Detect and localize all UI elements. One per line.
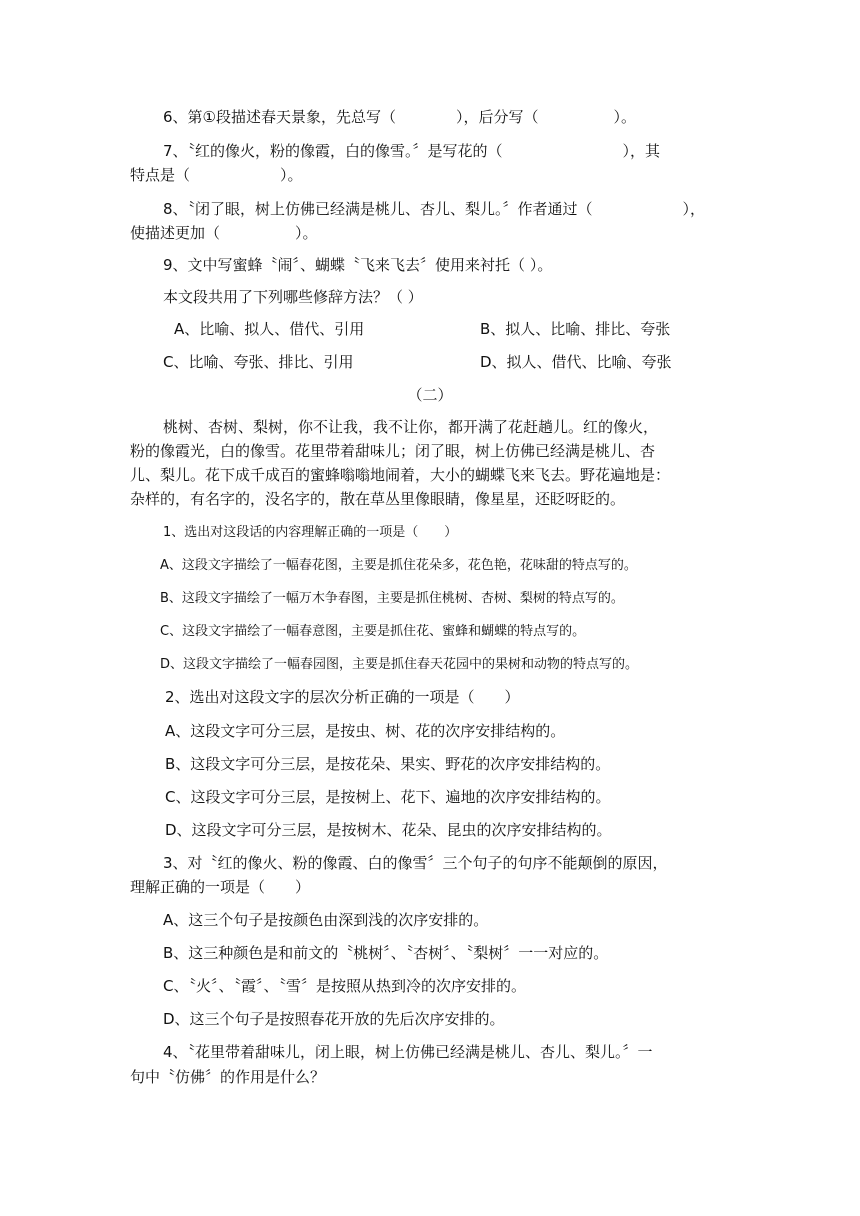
question-2-option-c: C、这段文字可分三层，是按树上、花下、遍地的次序安排结构的。 <box>165 788 611 806</box>
question-2-option-d: D、这段文字可分三层，是按树木、花朵、昆虫的次序安排结构的。 <box>165 821 612 839</box>
question-2-option-a: A、这段文字可分三层，是按虫、树、花的次序安排结构的。 <box>165 722 566 740</box>
section-heading: （二） <box>407 386 453 404</box>
question-10: 本文段共用了下列哪些修辞方法？（ ） <box>163 288 423 306</box>
question-7-line1: 7、〝红的像火，粉的像霞，白的像雪。〞是写花的（ ），其 <box>163 142 661 160</box>
option-a: A、比喻、拟人、借代、引用 <box>174 320 365 338</box>
question-2-stem: 2、选出对这段文字的层次分析正确的一项是（ ） <box>165 688 520 706</box>
option-b: B、拟人、比喻、排比、夸张 <box>480 320 671 338</box>
question-3-option-d: D、这三个句子是按照春花开放的先后次序安排的。 <box>163 1010 505 1028</box>
question-3-option-a: A、这三个句子是按颜色由深到浅的次序安排的。 <box>163 911 489 929</box>
question-3-option-b: B、这三种颜色是和前文的〝桃树〞、〝杏树〞、〝梨树〞一一对应的。 <box>163 944 609 962</box>
question-1-option-a: A、这段文字描绘了一幅春花图，主要是抓住花朵多，花色艳，花味甜的特点写的。 <box>160 558 637 573</box>
question-2-option-b: B、这段文字可分三层，是按花朵、果实、野花的次序安排结构的。 <box>165 755 611 773</box>
question-3-stem-line1: 3、对〝红的像火、粉的像霞、白的像雪〞三个句子的句序不能颠倒的原因， <box>163 854 668 872</box>
question-7-line2: 特点是（ ）。 <box>130 166 303 184</box>
passage-line: 桃树、杏树、梨树，你不让我，我不让你，都开满了花赶趟儿。红的像火， <box>163 418 659 436</box>
option-d: D、拟人、借代、比喻、夸张 <box>480 353 672 371</box>
question-1-stem: 1、选出对这段话的内容理解正确的一项是（ ） <box>163 525 458 540</box>
question-1-option-c: C、这段文字描绘了一幅春意图，主要是抓住花、蜜蜂和蝴蝶的特点写的。 <box>160 624 586 639</box>
passage-line: 粉的像霞光，白的像雪。花里带着甜味儿；闭了眼，树上仿佛已经满是桃儿、杏 <box>130 442 656 460</box>
question-3-stem-line2: 理解正确的一项是（ ） <box>130 878 311 896</box>
question-4-stem-line2: 句中〝仿佛〞的作用是什么？ <box>130 1068 326 1086</box>
question-4-stem-line1: 4、〝花里带着甜味儿，闭上眼，树上仿佛已经满是桃儿、杏儿、梨儿。〞一 <box>163 1043 653 1061</box>
question-6: 6、第①段描述春天景象，先总写（ ），后分写（ ）。 <box>163 108 636 126</box>
passage-line: 杂样的，有名字的，没名字的，散在草丛里像眼睛，像星星，还眨呀眨的。 <box>130 490 626 508</box>
option-c: C、比喻、夸张、排比、引用 <box>163 353 354 371</box>
question-8-line1: 8、〝闭了眼，树上仿佛已经满是桃儿、杏儿、梨儿。〞作者通过（ ）， <box>163 200 706 218</box>
question-1-option-d: D、这段文字描绘了一幅春园图，主要是抓住春天花园中的果树和动物的特点写的。 <box>160 657 639 672</box>
question-9: 9、文中写蜜蜂〝闹〞、蝴蝶〝飞来飞去〞使用来衬托（ ）。 <box>163 256 553 274</box>
passage-line: 儿、梨儿。花下成千成百的蜜蜂嗡嗡地闹着，大小的蝴蝶飞来飞去。野花遍地是： <box>130 466 671 484</box>
question-3-option-c: C、〝火〞、〝霞〞、〝雪〞是按照从热到冷的次序安排的。 <box>163 977 526 995</box>
question-8-line2: 使描述更加（ ）。 <box>130 224 318 242</box>
question-1-option-b: B、这段文字描绘了一幅万木争春图，主要是抓住桃树、杏树、梨树的特点写的。 <box>160 591 624 606</box>
